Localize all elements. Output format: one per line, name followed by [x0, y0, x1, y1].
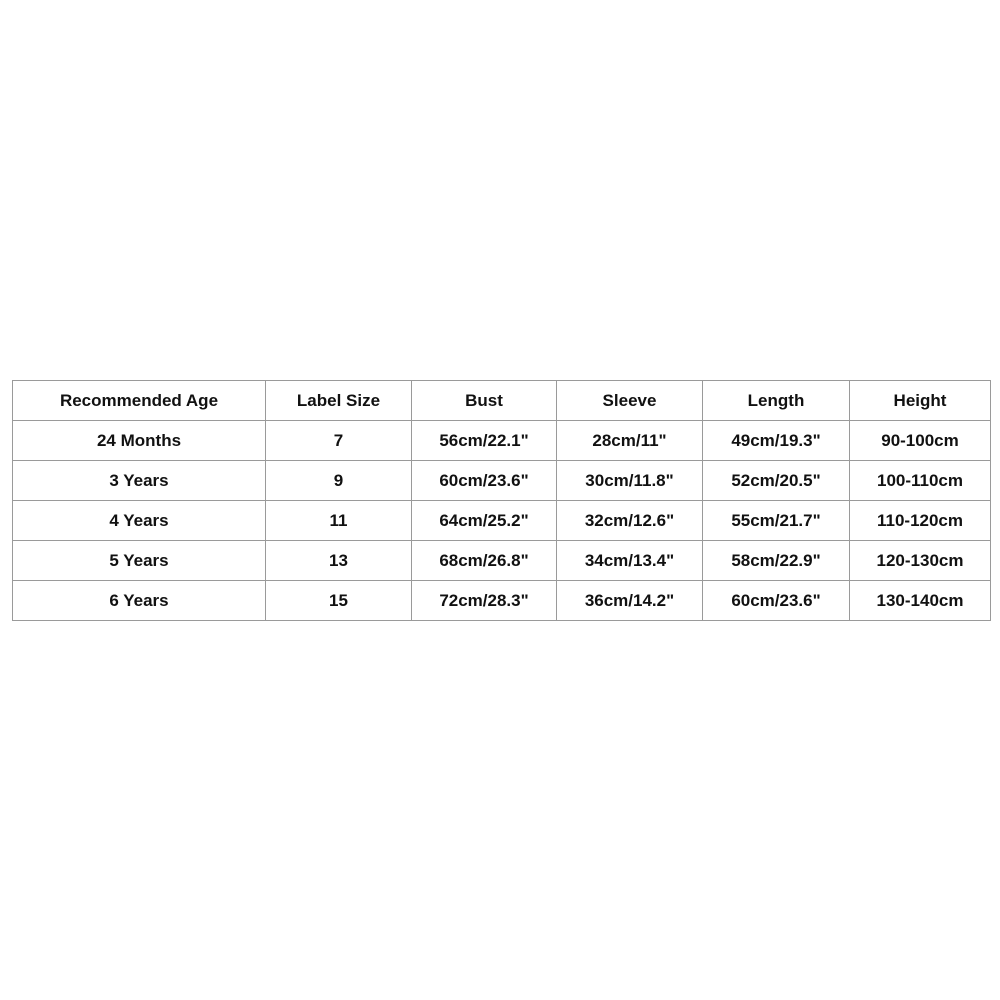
cell-recommended-age: 5 Years [13, 541, 266, 581]
cell-recommended-age: 24 Months [13, 421, 266, 461]
cell-sleeve: 30cm/11.8" [557, 461, 703, 501]
cell-label-size: 11 [266, 501, 412, 541]
cell-length: 60cm/23.6" [703, 581, 850, 621]
cell-recommended-age: 4 Years [13, 501, 266, 541]
cell-label-size: 15 [266, 581, 412, 621]
table-row [13, 501, 991, 541]
cell-bust: 64cm/25.2" [412, 501, 557, 541]
cell-sleeve: 36cm/14.2" [557, 581, 703, 621]
cell-height: 130-140cm [850, 581, 991, 621]
cell-height: 100-110cm [850, 461, 991, 501]
cell-height: 120-130cm [850, 541, 991, 581]
table-row [13, 541, 991, 581]
cell-sleeve: 28cm/11" [557, 421, 703, 461]
header-length: Length [703, 381, 850, 421]
cell-recommended-age: 3 Years [13, 461, 266, 501]
cell-bust: 56cm/22.1" [412, 421, 557, 461]
cell-length: 55cm/21.7" [703, 501, 850, 541]
cell-label-size: 13 [266, 541, 412, 581]
size-chart-table [12, 380, 991, 621]
cell-length: 58cm/22.9" [703, 541, 850, 581]
cell-bust: 68cm/26.8" [412, 541, 557, 581]
table-row [13, 461, 991, 501]
header-height: Height [850, 381, 991, 421]
cell-height: 90-100cm [850, 421, 991, 461]
cell-height: 110-120cm [850, 501, 991, 541]
cell-label-size: 7 [266, 421, 412, 461]
cell-bust: 60cm/23.6" [412, 461, 557, 501]
cell-sleeve: 32cm/12.6" [557, 501, 703, 541]
table-row [13, 581, 991, 621]
header-bust: Bust [412, 381, 557, 421]
cell-length: 52cm/20.5" [703, 461, 850, 501]
header-sleeve: Sleeve [557, 381, 703, 421]
table-row [13, 421, 991, 461]
cell-recommended-age: 6 Years [13, 581, 266, 621]
header-row [13, 381, 991, 421]
cell-label-size: 9 [266, 461, 412, 501]
cell-length: 49cm/19.3" [703, 421, 850, 461]
cell-bust: 72cm/28.3" [412, 581, 557, 621]
cell-sleeve: 34cm/13.4" [557, 541, 703, 581]
header-label-size: Label Size [266, 381, 412, 421]
header-recommended-age: Recommended Age [13, 381, 266, 421]
